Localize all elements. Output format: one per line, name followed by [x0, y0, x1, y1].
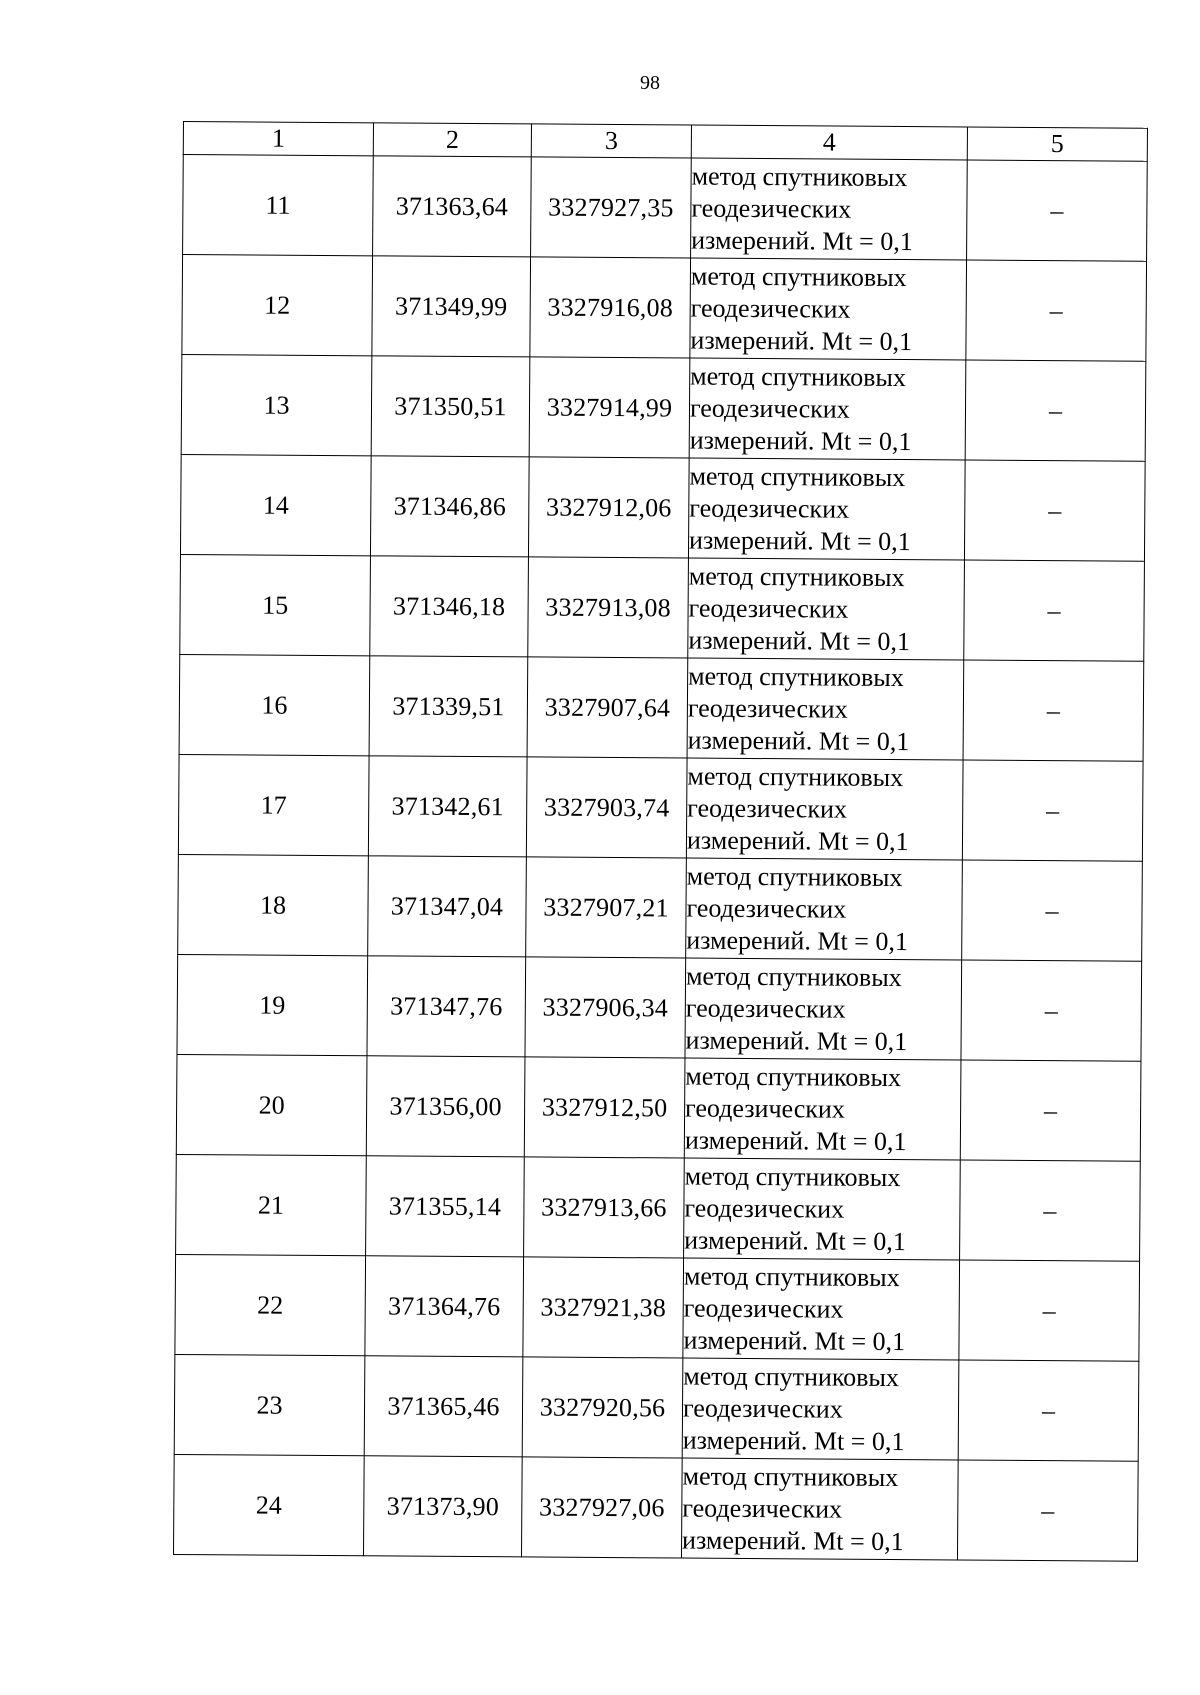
y-coordinate-cell: 3327912,50 [524, 1057, 685, 1158]
method-text-line: метод спутниковых [689, 461, 906, 492]
method-cell [688, 458, 965, 560]
method-text-line: измерений. Mt = 0,1 [686, 825, 909, 856]
note-cell: – [963, 660, 1144, 761]
method-cell [682, 1358, 959, 1460]
method-text-line: метод спутниковых [683, 1361, 900, 1392]
method-text-line: измерений. Mt = 0,1 [691, 225, 913, 256]
x-coordinate-cell: 371373,90 [363, 1456, 522, 1557]
column-header: 4 [691, 125, 967, 160]
method-cell [691, 158, 968, 260]
note-cell: – [960, 1060, 1141, 1161]
method-text-line: геодезических [687, 793, 848, 824]
method-cell [686, 858, 963, 960]
note-cell: – [967, 160, 1148, 261]
point-number-cell: 11 [183, 155, 374, 256]
method-text-line: геодезических [682, 1493, 843, 1524]
point-number-cell: 20 [176, 1054, 367, 1155]
method-cell [683, 1258, 960, 1360]
method-text-line: измерений. Mt = 0,1 [684, 1125, 907, 1156]
method-text-line: геодезических [689, 493, 850, 524]
method-text-line: метод спутниковых [685, 1061, 902, 1092]
point-number-cell: 18 [178, 854, 369, 955]
method-cell [688, 558, 965, 660]
x-coordinate-cell: 371346,86 [370, 456, 529, 557]
column-header: 3 [531, 124, 691, 158]
y-coordinate-cell: 3327907,21 [526, 857, 687, 958]
method-text-line: геодезических [688, 593, 849, 624]
method-text-line: метод спутниковых [691, 161, 908, 192]
y-coordinate-cell: 3327906,34 [525, 957, 686, 1058]
x-coordinate-cell: 371356,00 [366, 1056, 525, 1157]
y-coordinate-cell: 3327916,08 [530, 257, 691, 358]
table-row [180, 554, 1145, 661]
method-text-line: измерений. Mt = 0,1 [682, 1525, 904, 1556]
point-number-cell: 16 [179, 654, 370, 755]
method-text-line: геодезических [687, 693, 848, 724]
point-number-cell: 24 [173, 1454, 364, 1555]
table-row [180, 454, 1145, 561]
table-row [174, 1354, 1139, 1461]
method-text-line: геодезических [686, 893, 847, 924]
y-coordinate-cell: 3327913,08 [528, 557, 689, 658]
y-coordinate-cell: 3327914,99 [529, 357, 690, 458]
point-number-cell: 14 [180, 454, 371, 555]
y-coordinate-cell: 3327907,64 [527, 657, 688, 758]
method-text-line: метод спутниковых [690, 361, 907, 392]
table-row [176, 1054, 1141, 1161]
method-text-line: метод спутниковых [688, 561, 905, 592]
point-number-cell: 23 [174, 1354, 365, 1455]
method-text-line: геодезических [682, 1393, 843, 1424]
note-cell: – [964, 560, 1145, 661]
method-cell [686, 758, 963, 860]
x-coordinate-cell: 371364,76 [365, 1256, 524, 1357]
x-coordinate-cell: 371350,51 [371, 356, 530, 457]
x-coordinate-cell: 371342,61 [368, 756, 527, 857]
point-number-cell: 19 [177, 954, 368, 1055]
method-text-line: измерений. Mt = 0,1 [688, 625, 911, 656]
point-number-cell: 15 [180, 554, 371, 655]
x-coordinate-cell: 371355,14 [366, 1156, 525, 1257]
method-text-line: геодезических [689, 393, 850, 424]
note-cell: – [960, 1160, 1141, 1261]
method-cell [685, 958, 962, 1060]
column-header: 2 [373, 123, 531, 157]
table-row [178, 854, 1143, 961]
method-text-line: измерений. Mt = 0,1 [683, 1325, 906, 1356]
method-text-line: метод спутниковых [690, 261, 907, 292]
x-coordinate-cell: 371349,99 [372, 256, 531, 357]
method-text-line: измерений. Mt = 0,1 [684, 1225, 906, 1256]
method-text-line: измерений. Mt = 0,1 [685, 1025, 908, 1056]
table-row [177, 954, 1142, 1061]
method-cell [684, 1158, 961, 1260]
x-coordinate-cell: 371339,51 [369, 656, 528, 757]
point-number-cell: 13 [181, 354, 372, 455]
table-row [178, 754, 1143, 861]
y-coordinate-cell: 3327903,74 [526, 757, 687, 858]
note-cell: – [965, 360, 1146, 461]
x-coordinate-cell: 371346,18 [370, 556, 529, 657]
method-text-line: метод спутниковых [682, 1461, 899, 1492]
method-text-line: геодезических [685, 993, 846, 1024]
method-text-line: геодезических [683, 1293, 844, 1324]
method-cell [687, 658, 964, 760]
note-cell: – [959, 1260, 1140, 1361]
method-text-line: метод спутниковых [684, 1161, 901, 1192]
x-coordinate-cell: 371363,64 [373, 156, 532, 257]
note-cell: – [958, 1360, 1139, 1461]
table-row [179, 654, 1144, 761]
note-cell: – [962, 760, 1143, 861]
y-coordinate-cell: 3327927,35 [531, 157, 692, 258]
method-text-line: геодезических [685, 1093, 845, 1124]
y-coordinate-cell: 3327920,56 [522, 1357, 683, 1458]
method-text-line: измерений. Mt = 0,1 [690, 325, 913, 356]
x-coordinate-cell: 371347,04 [368, 856, 527, 957]
method-text-line: метод спутниковых [688, 661, 904, 692]
y-coordinate-cell: 3327921,38 [523, 1257, 684, 1358]
note-cell: – [957, 1460, 1138, 1561]
note-cell: – [961, 960, 1142, 1061]
method-text-line: метод спутниковых [685, 961, 902, 992]
method-text-line: метод спутниковых [687, 761, 904, 792]
method-text-line: геодезических [684, 1193, 845, 1224]
method-cell [684, 1058, 961, 1160]
note-cell: – [964, 460, 1145, 561]
table-row [182, 255, 1147, 362]
method-text-line: измерений. Mt = 0,1 [687, 725, 910, 756]
method-cell [690, 258, 967, 360]
method-text-line: измерений. Mt = 0,1 [682, 1425, 905, 1456]
y-coordinate-cell: 3327912,06 [528, 457, 689, 558]
table-row [183, 155, 1148, 262]
note-cell: – [966, 260, 1147, 361]
coordinates-table [173, 121, 1148, 1562]
table-row [173, 1454, 1138, 1561]
method-cell [681, 1458, 958, 1560]
method-cell [689, 358, 966, 460]
y-coordinate-cell: 3327913,66 [524, 1157, 685, 1258]
x-coordinate-cell: 371365,46 [364, 1356, 523, 1457]
point-number-cell: 12 [182, 255, 373, 356]
note-cell: – [962, 860, 1143, 961]
method-text-line: измерений. Mt = 0,1 [686, 925, 909, 956]
column-header: 1 [183, 122, 373, 156]
column-header: 5 [967, 127, 1147, 161]
y-coordinate-cell: 3327927,06 [521, 1457, 682, 1558]
method-text-line: измерений. Mt = 0,1 [688, 525, 911, 556]
point-number-cell: 17 [178, 754, 369, 855]
method-text-line: геодезических [691, 193, 852, 224]
x-coordinate-cell: 371347,76 [367, 956, 526, 1057]
method-text-line: метод спутниковых [683, 1261, 900, 1292]
page-number: 98 [640, 72, 660, 94]
table-row [181, 354, 1146, 461]
method-text-line: измерений. Mt = 0,1 [689, 425, 912, 456]
method-text-line: метод спутниковых [686, 861, 903, 892]
table-row [176, 1154, 1141, 1261]
table-row [175, 1254, 1140, 1361]
point-number-cell: 22 [175, 1254, 366, 1355]
point-number-cell: 21 [176, 1154, 367, 1255]
method-text-line: геодезических [690, 293, 851, 324]
